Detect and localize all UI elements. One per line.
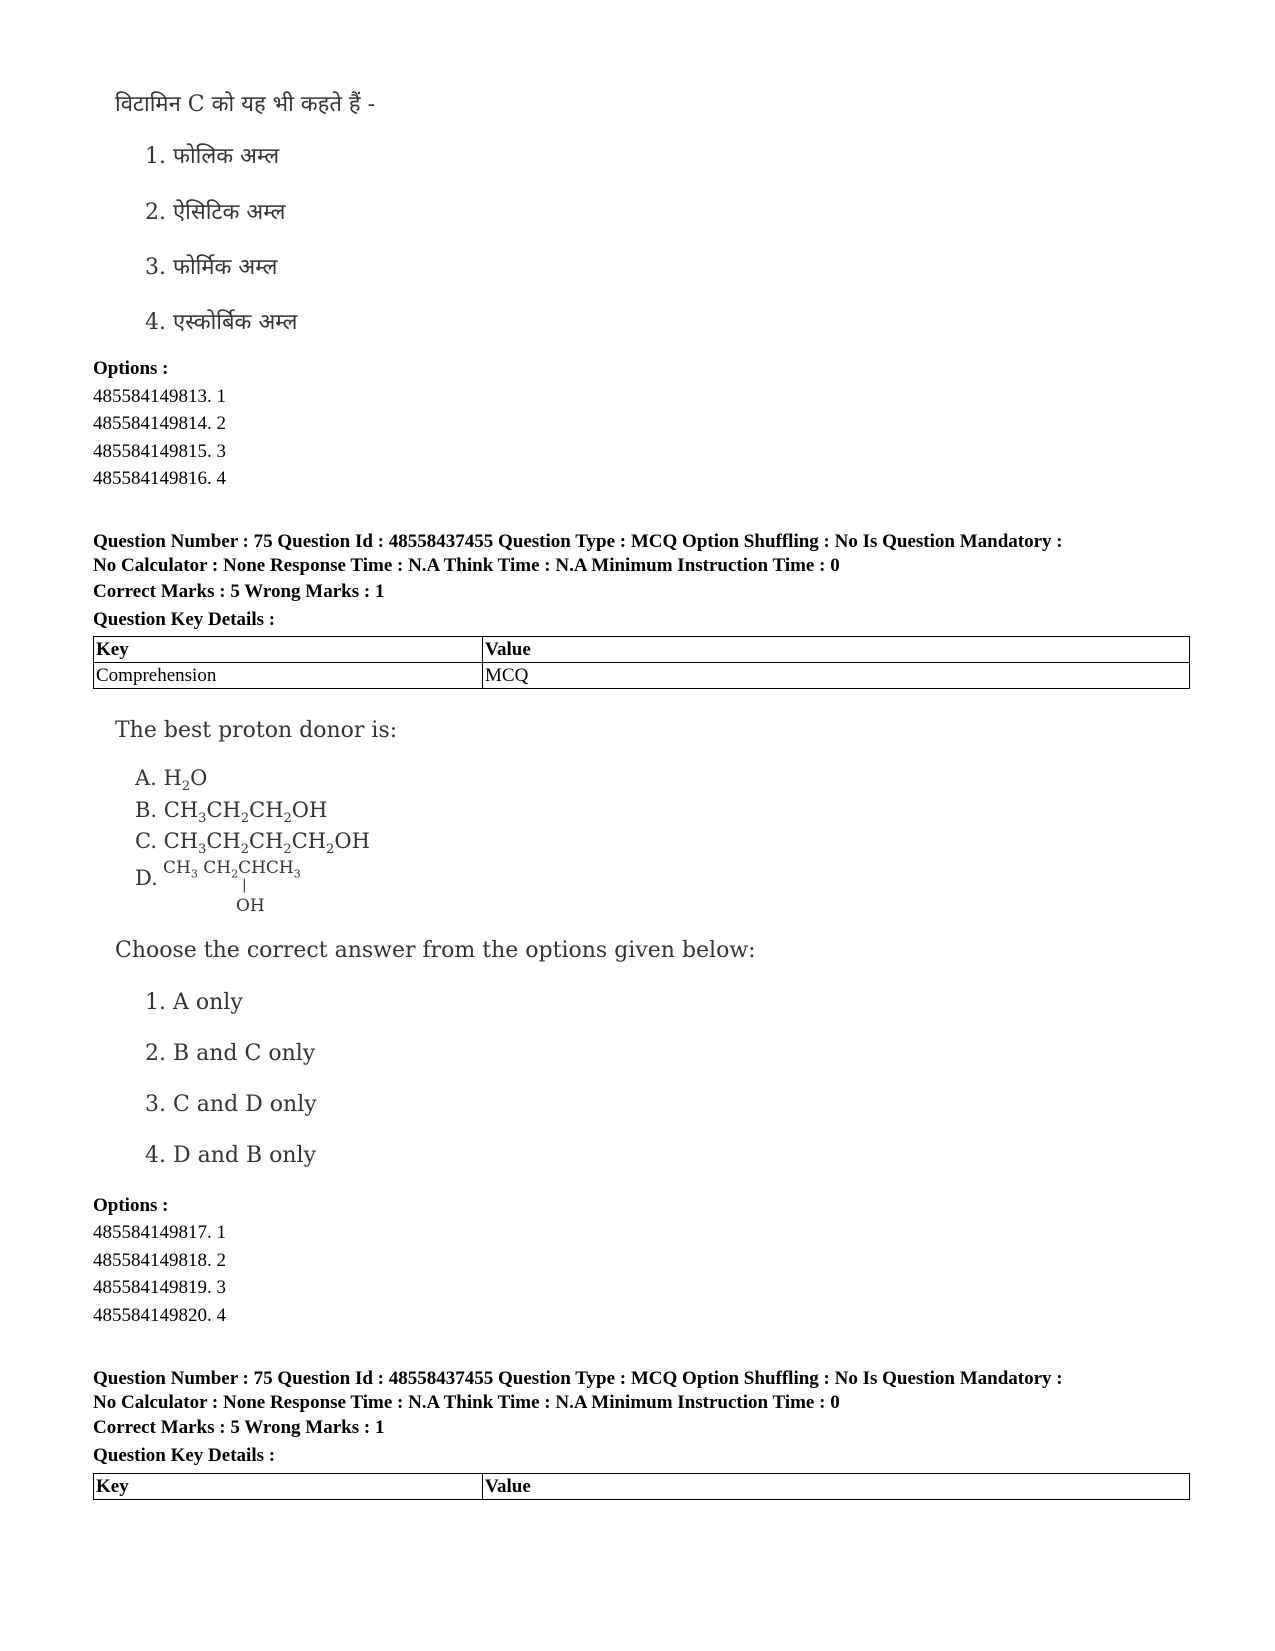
- choice-b-formula: B. $CH_3CH_2CH_2OH$: [135, 798, 328, 827]
- key-details-label: Question Key Details :: [93, 609, 276, 630]
- choice-d-label: D.: [135, 866, 158, 890]
- table-header-value: Value: [483, 1474, 1190, 1500]
- option-id-1: 485584149813. 1: [93, 386, 226, 407]
- question-74-choice-4: 4. एस्कोर्बिक अम्ल: [145, 310, 298, 335]
- table-header-key: Key: [94, 637, 483, 663]
- question-75-choice-1: 1. A only: [145, 990, 243, 1015]
- question-75-instruction-text: Choose the correct answer from the options given below:: [115, 938, 756, 963]
- options-label: Options :: [93, 1195, 169, 1216]
- option-id-1: 485584149817. 1: [93, 1222, 226, 1243]
- choice-d-hydroxyl: OH: [236, 896, 265, 916]
- question-meta-line-1: Question Number : 75 Question Id : 48558437455 Question Type : MCQ Option Shuffling : No Is Question Mandatory :: [93, 1368, 1063, 1389]
- question-74-stem: विटामिन C को यह भी कहते हैं -: [115, 92, 375, 117]
- table-header-row: [94, 637, 1190, 663]
- option-id-3: 485584149815. 3: [93, 441, 226, 462]
- option-id-2: 485584149814. 2: [93, 413, 226, 434]
- table-header-row: [94, 1474, 1190, 1500]
- question-75-choice-4: 4. D and B only: [145, 1143, 317, 1168]
- question-75-choice-2: 2. B and C only: [145, 1041, 316, 1066]
- question-meta-line-2: No Calculator : None Response Time : N.A Think Time : N.A Minimum Instruction Time : 0: [93, 1392, 840, 1413]
- question-74-image: [115, 88, 375, 335]
- question-75-instruction: [115, 938, 756, 1168]
- question-meta-line-1: Question Number : 75 Question Id : 48558437455 Question Type : MCQ Option Shuffling : No Is Question Mandatory :: [93, 531, 1063, 552]
- choice-d-bond: |: [242, 877, 247, 893]
- option-id-4: 485584149820. 4: [93, 1305, 226, 1326]
- marks-line: Correct Marks : 5 Wrong Marks : 1: [93, 1417, 385, 1438]
- option-id-2: 485584149818. 2: [93, 1250, 226, 1271]
- key-details-label: Question Key Details :: [93, 1445, 276, 1466]
- question-meta: [93, 1367, 1190, 1415]
- choice-a-formula: A. $H_2O$: [135, 766, 208, 795]
- option-id-4: 485584149816. 4: [93, 468, 226, 489]
- question-75-stem-text: The best proton donor is:: [115, 718, 398, 743]
- key-details-table: [93, 1473, 1190, 1500]
- question-74-choice-3: 3. फोर्मिक अम्ल: [145, 255, 278, 280]
- question-meta-line-2: No Calculator : None Response Time : N.A Think Time : N.A Minimum Instruction Time : 0: [93, 555, 840, 576]
- question-74-choice-1: 1. फोलिक अम्ल: [145, 144, 280, 169]
- choice-d-formula-top: $CH_3$ $CH_2CHCH_3$: [163, 858, 301, 881]
- table-header-value: Value: [483, 637, 1190, 663]
- question-75-stem: [115, 718, 397, 743]
- key-details-table: [93, 636, 1190, 689]
- question-meta: [93, 530, 1190, 578]
- choice-c-formula: C. $CH_3CH_2CH_2CH_2OH$: [135, 829, 370, 858]
- table-row: [94, 663, 1190, 689]
- table-cell-key: Comprehension: [94, 663, 483, 689]
- question-75-choice-3: 3. C and D only: [145, 1092, 317, 1117]
- option-id-3: 485584149819. 3: [93, 1277, 226, 1298]
- options-label: Options :: [93, 358, 169, 379]
- question-74-choice-2: 2. ऐसिटिक अम्ल: [145, 200, 286, 225]
- table-header-key: Key: [94, 1474, 483, 1500]
- marks-line: Correct Marks : 5 Wrong Marks : 1: [93, 581, 385, 602]
- table-cell-value: MCQ: [483, 663, 1190, 689]
